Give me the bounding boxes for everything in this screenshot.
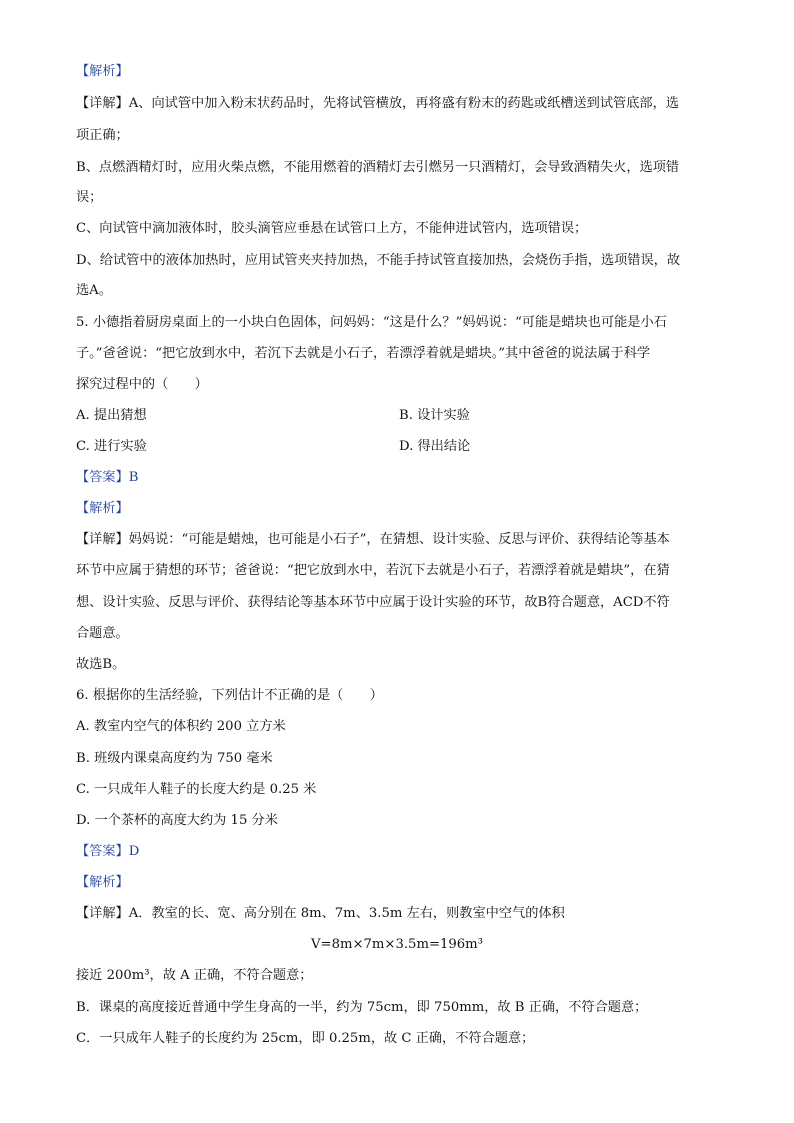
detail-text-line: 选A。	[76, 283, 112, 298]
option-a: A. 提出猜想	[76, 408, 147, 423]
detail-text-line: 合题意。	[76, 626, 129, 641]
option-d: D. 得出结论	[399, 439, 471, 454]
conclusion-line: 故选B。	[76, 657, 126, 672]
detail-text-line: 项正确；	[76, 128, 129, 143]
detail-text-line: 【详解】A、向试管中加入粉末状药品时，先将试管横放，再将盛有粉末的药匙或纸槽送到试管底部，选	[76, 96, 679, 111]
option-c: C. 进行实验	[76, 439, 147, 454]
detail-text-line: 【详解】妈妈说：“可能是蜡烛，也可能是小石子”，在猜想、设计实验、反思与评价、获得结论等基本	[76, 532, 670, 547]
option-a: A. 教室内空气的体积约 200 立方米	[76, 719, 286, 734]
detail-text-line: 环节中应属于猜想的环节；爸爸说：“把它放到水中，若沉下去就是小石子，若漂浮着就是蜡块”，在猜	[76, 563, 670, 578]
analysis-label-2: 【解析】	[76, 501, 129, 516]
detail-text-line: D、给试管中的液体加热时，应用试管夹夹持加热，不能手持试管直接加热，会烧伤手指，选项错误，故	[76, 253, 681, 268]
option-b: B. 设计实验	[399, 408, 470, 423]
detail-text-line: 接近 200m³，故 A 正确，不符合题意；	[76, 968, 313, 983]
answer-label: 【答案】B	[76, 470, 139, 485]
detail-text-line: 误；	[76, 190, 103, 205]
option-d: D. 一个茶杯的高度大约为 15 分米	[76, 813, 278, 828]
detail-text-line: 【详解】A．教室的长、宽、高分别在 8m、7m、3.5m 左右，则教室中空气的体积	[76, 906, 565, 921]
formula-line: V=8m×7m×3.5m=196m³	[311, 937, 483, 952]
question-5-stem: 子。”爸爸说：“把它放到水中，若沉下去就是小石子，若漂浮着就是蜡块。”其中爸爸的说法属于科学	[76, 346, 651, 361]
analysis-label-3: 【解析】	[76, 875, 129, 890]
question-6-stem: 6. 根据你的生活经验，下列估计不正确的是（ ）	[76, 688, 383, 703]
answer-label: 【答案】D	[76, 844, 140, 859]
detail-text-line: 想、设计实验、反思与评价、获得结论等基本环节中应属于设计实验的环节，故B符合题意，ACD不符	[76, 595, 670, 610]
detail-text-line: B、点燃酒精灯时，应用火柴点燃，不能用燃着的酒精灯去引燃另一只酒精灯，会导致酒精失火，选项错	[76, 160, 680, 175]
option-b: B. 班级内课桌高度约为 750 毫米	[76, 751, 273, 766]
detail-text-line: C、向试管中滴加液体时，胶头滴管应垂悬在试管口上方，不能伸进试管内，选项错误；	[76, 221, 588, 236]
question-5-stem: 5. 小德指着厨房桌面上的一小块白色固体，问妈妈：“这是什么？”妈妈说：“可能是蜡块也可能是小石	[76, 315, 667, 330]
option-c: C. 一只成年人鞋子的长度大约是 0.25 米	[76, 782, 317, 797]
analysis-label-1: 【解析】	[76, 64, 129, 79]
detail-text-line: C．一只成年人鞋子的长度约为 25cm，即 0.25m，故 C 正确，不符合题意；	[76, 1031, 535, 1046]
detail-text-line: B．课桌的高度接近普通中学生身高的一半，约为 75cm，即 750mm，故 B 正确，不符合题意；	[76, 1000, 648, 1015]
question-5-stem: 探究过程中的（ ）	[76, 377, 208, 392]
